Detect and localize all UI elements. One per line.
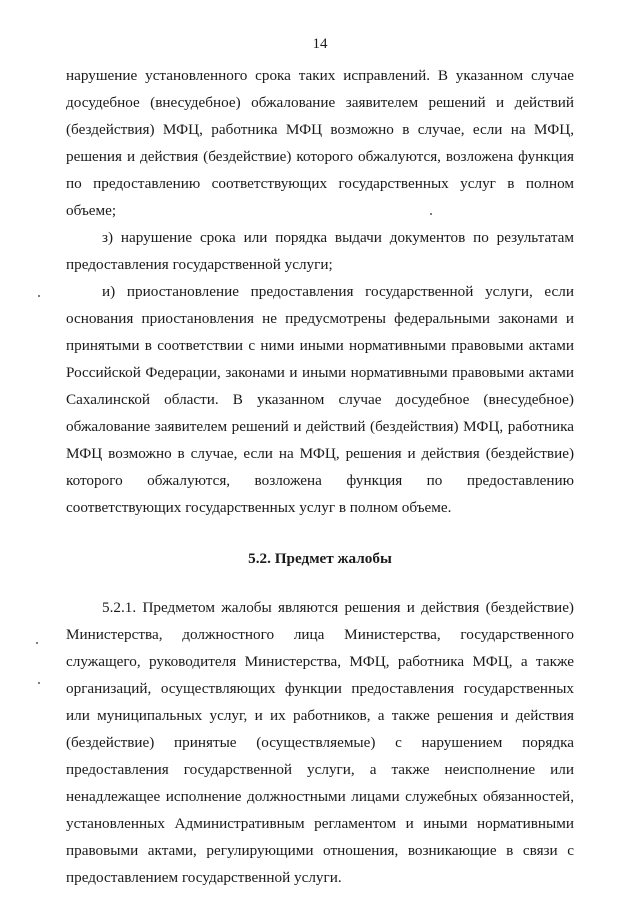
- paragraph-5-2-1: 5.2.1. Предметом жалобы являются решения и действия (бездействие) Министерства, должностного лица Министерства, государственного служащего, руководителя Министерства, МФЦ, работника МФЦ, а также организаций, осуществляющих функции предоставления государственных или муниципальных услуг, и их работников, а также решения и действия (бездействие) принятые (осуществляемые) с нарушением порядка предоставления государственной услуги, а также неисполнение или ненадлежащее исполнение должностными лицами служебных обязанностей, установленных Административным регламентом и иными нормативными правовыми актами, регулирующими отношения, возникающие в связи с предоставлением государственной услуги.: [66, 599, 574, 886]
- scan-speck: [36, 642, 38, 644]
- paragraph-item-i: и) приостановление предоставления государственной услуги, если основания приостановления не предусмотрены федеральными законами и принятыми в соответствии с ними иными нормативными правовыми актами Российской Федерации, законами и иными нормативными правовыми актами Сахалинской области. В указанном случае досудебное (внесудебное) обжалование заявителем решений и действий (бездействия) МФЦ, работника МФЦ возможно в случае, если на МФЦ, решения и действия (бездействие) которого обжалуются, возложена функция по предоставлению соответствующих государственных услуг в полном объеме.: [66, 283, 574, 516]
- document-body: [66, 62, 574, 891]
- section-heading: 5.2. Предмет жалобы: [248, 550, 392, 567]
- page-number: 14: [312, 36, 328, 52]
- scan-speck: [38, 295, 40, 297]
- paragraph-item-z: з) нарушение срока или порядка выдачи документов по результатам предоставления государственной услуги;: [66, 229, 574, 273]
- scan-speck: [430, 213, 432, 215]
- scan-speck: [38, 682, 40, 684]
- paragraph-continuation: нарушение установленного срока таких исправлений. В указанном случае досудебное (внесудебное) обжалование заявителем решений и действий (бездействия) МФЦ, работника МФЦ возможно в случае, если на МФЦ, решения и действия (бездействие) которого обжалуются, возложена функция по предоставлению соответствующих государственных услуг в полном объеме;: [66, 67, 574, 219]
